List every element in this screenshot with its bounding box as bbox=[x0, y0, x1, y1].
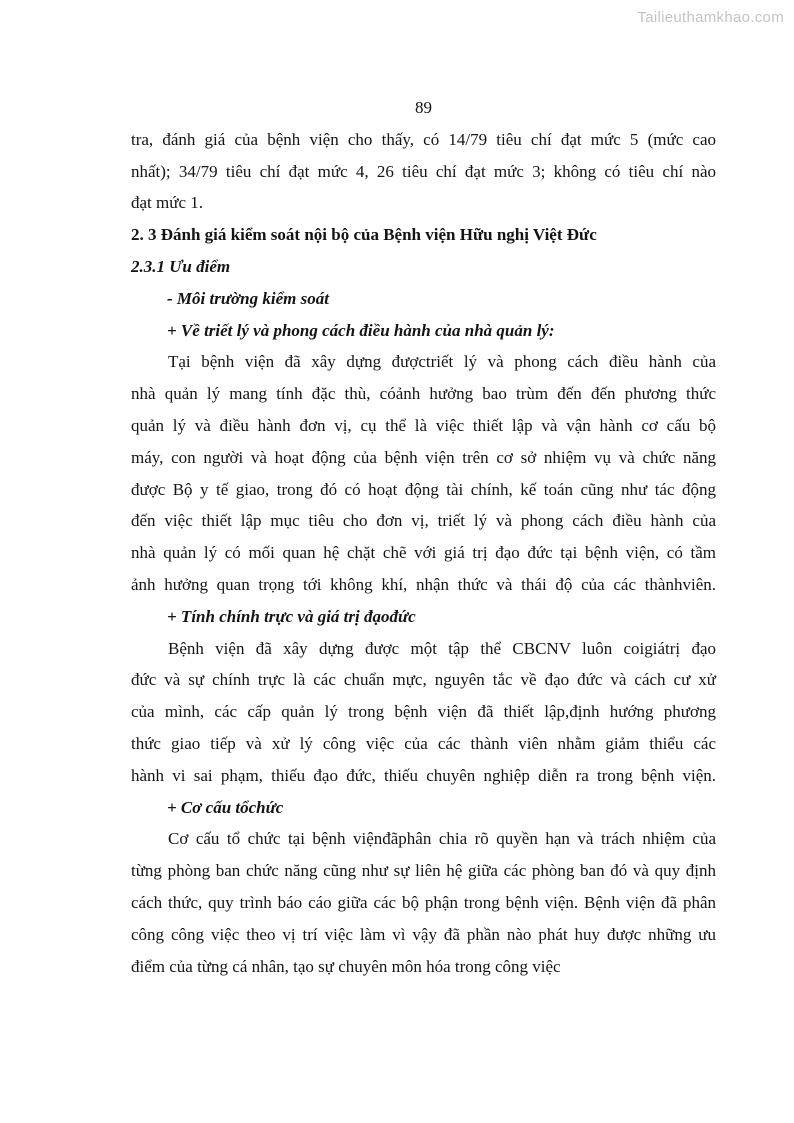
paragraph bbox=[131, 346, 716, 600]
text-line: đến việc thiết lập mục tiêu cho đơn vị, triết lý và phong cách điều hành của bbox=[131, 511, 716, 531]
section-heading: 2.3.1 Ưu điểm bbox=[131, 256, 231, 276]
section-heading: 2. 3 Đánh giá kiểm soát nội bộ của Bệnh viện Hữu nghị Việt Đức bbox=[131, 225, 597, 245]
text-line: của mình, các cấp quản lý trong bệnh viện đã thiết lập,định hướng phương bbox=[131, 702, 716, 722]
document-body bbox=[131, 124, 716, 983]
text-line: nhất); 34/79 tiêu chí đạt mức 4, 26 tiêu chí đạt mức 3; không có tiêu chí nào bbox=[131, 161, 716, 181]
text-line: Cơ cấu tổ chức tại bệnh việnđãphân chia rõ quyền hạn và trách nhiệm của bbox=[168, 829, 716, 849]
text-line: Tại bệnh viện đã xây dựng đượctriết lý và phong cách điều hành của bbox=[168, 352, 716, 372]
site-watermark: Tailieuthamkhao.com bbox=[637, 9, 784, 26]
text-line: cách thức, quy trình báo cáo giữa các bộ phận trong bệnh viện. Bệnh viện đã phân bbox=[131, 892, 716, 912]
text-line: máy, con người và hoạt động của bệnh viện trên cơ sở nhiệm vụ và chức năng bbox=[131, 447, 716, 467]
text-line: được Bộ y tế giao, trong đó có hoạt động tài chính, kế toán cũng như tác động bbox=[131, 479, 716, 499]
text-line: quản lý và điều hành đơn vị, cụ thể là việc thiết lập và vận hành cơ cấu bộ bbox=[131, 415, 716, 435]
subsection-heading: + Tính chính trực và giá trị đạođức bbox=[167, 606, 416, 626]
text-line: đức và sự chính trực là các chuẩn mực, nguyên tắc về đạo đức và cách cư xử bbox=[131, 670, 716, 690]
text-line: điểm của từng cá nhân, tạo sự chuyên môn hóa trong công việc bbox=[131, 956, 561, 976]
text-line: nhà quản lý mang tính đặc thù, cóảnh hưởng bao trùm đến đến phương thức bbox=[131, 384, 716, 404]
text-line: thức giao tiếp và xử lý công việc của các thành viên nhằm giảm thiểu các bbox=[131, 733, 716, 753]
text-line: Bệnh viện đã xây dựng được một tập thể CBCNV luôn coigiátrị đạo bbox=[168, 638, 716, 658]
paragraph bbox=[131, 823, 716, 982]
subsection-heading: - Môi trường kiểm soát bbox=[167, 288, 329, 308]
text-line: tra, đánh giá của bệnh viện cho thấy, có 14/79 tiêu chí đạt mức 5 (mức cao bbox=[131, 129, 716, 149]
page-number: 89 bbox=[415, 98, 432, 117]
subsection-heading: + Về triết lý và phong cách điều hành của nhà quản lý: bbox=[167, 320, 555, 340]
document-page bbox=[131, 92, 716, 982]
text-line: đạt mức 1. bbox=[131, 193, 204, 213]
text-line: hành vi sai phạm, thiếu đạo đức, thiếu chuyên nghiệp diễn ra trong bệnh viện. bbox=[131, 765, 716, 785]
paragraph bbox=[131, 633, 716, 792]
text-line: ảnh hưởng quan trọng tới không khí, nhận thức và thái độ của các thànhviên. bbox=[131, 574, 716, 594]
paragraph bbox=[131, 124, 716, 219]
text-line: nhà quản lý có mối quan hệ chặt chẽ với giá trị đạo đức tại bệnh viện, có tầm bbox=[131, 543, 716, 563]
text-line: từng phòng ban chức năng cũng như sự liên hệ giữa các phòng ban đó và quy định bbox=[131, 861, 716, 881]
subsection-heading: + Cơ cấu tổchức bbox=[167, 797, 284, 817]
text-line: công công việc theo vị trí việc làm vì vậy đã phần nào phát huy được những ưu bbox=[131, 924, 716, 944]
